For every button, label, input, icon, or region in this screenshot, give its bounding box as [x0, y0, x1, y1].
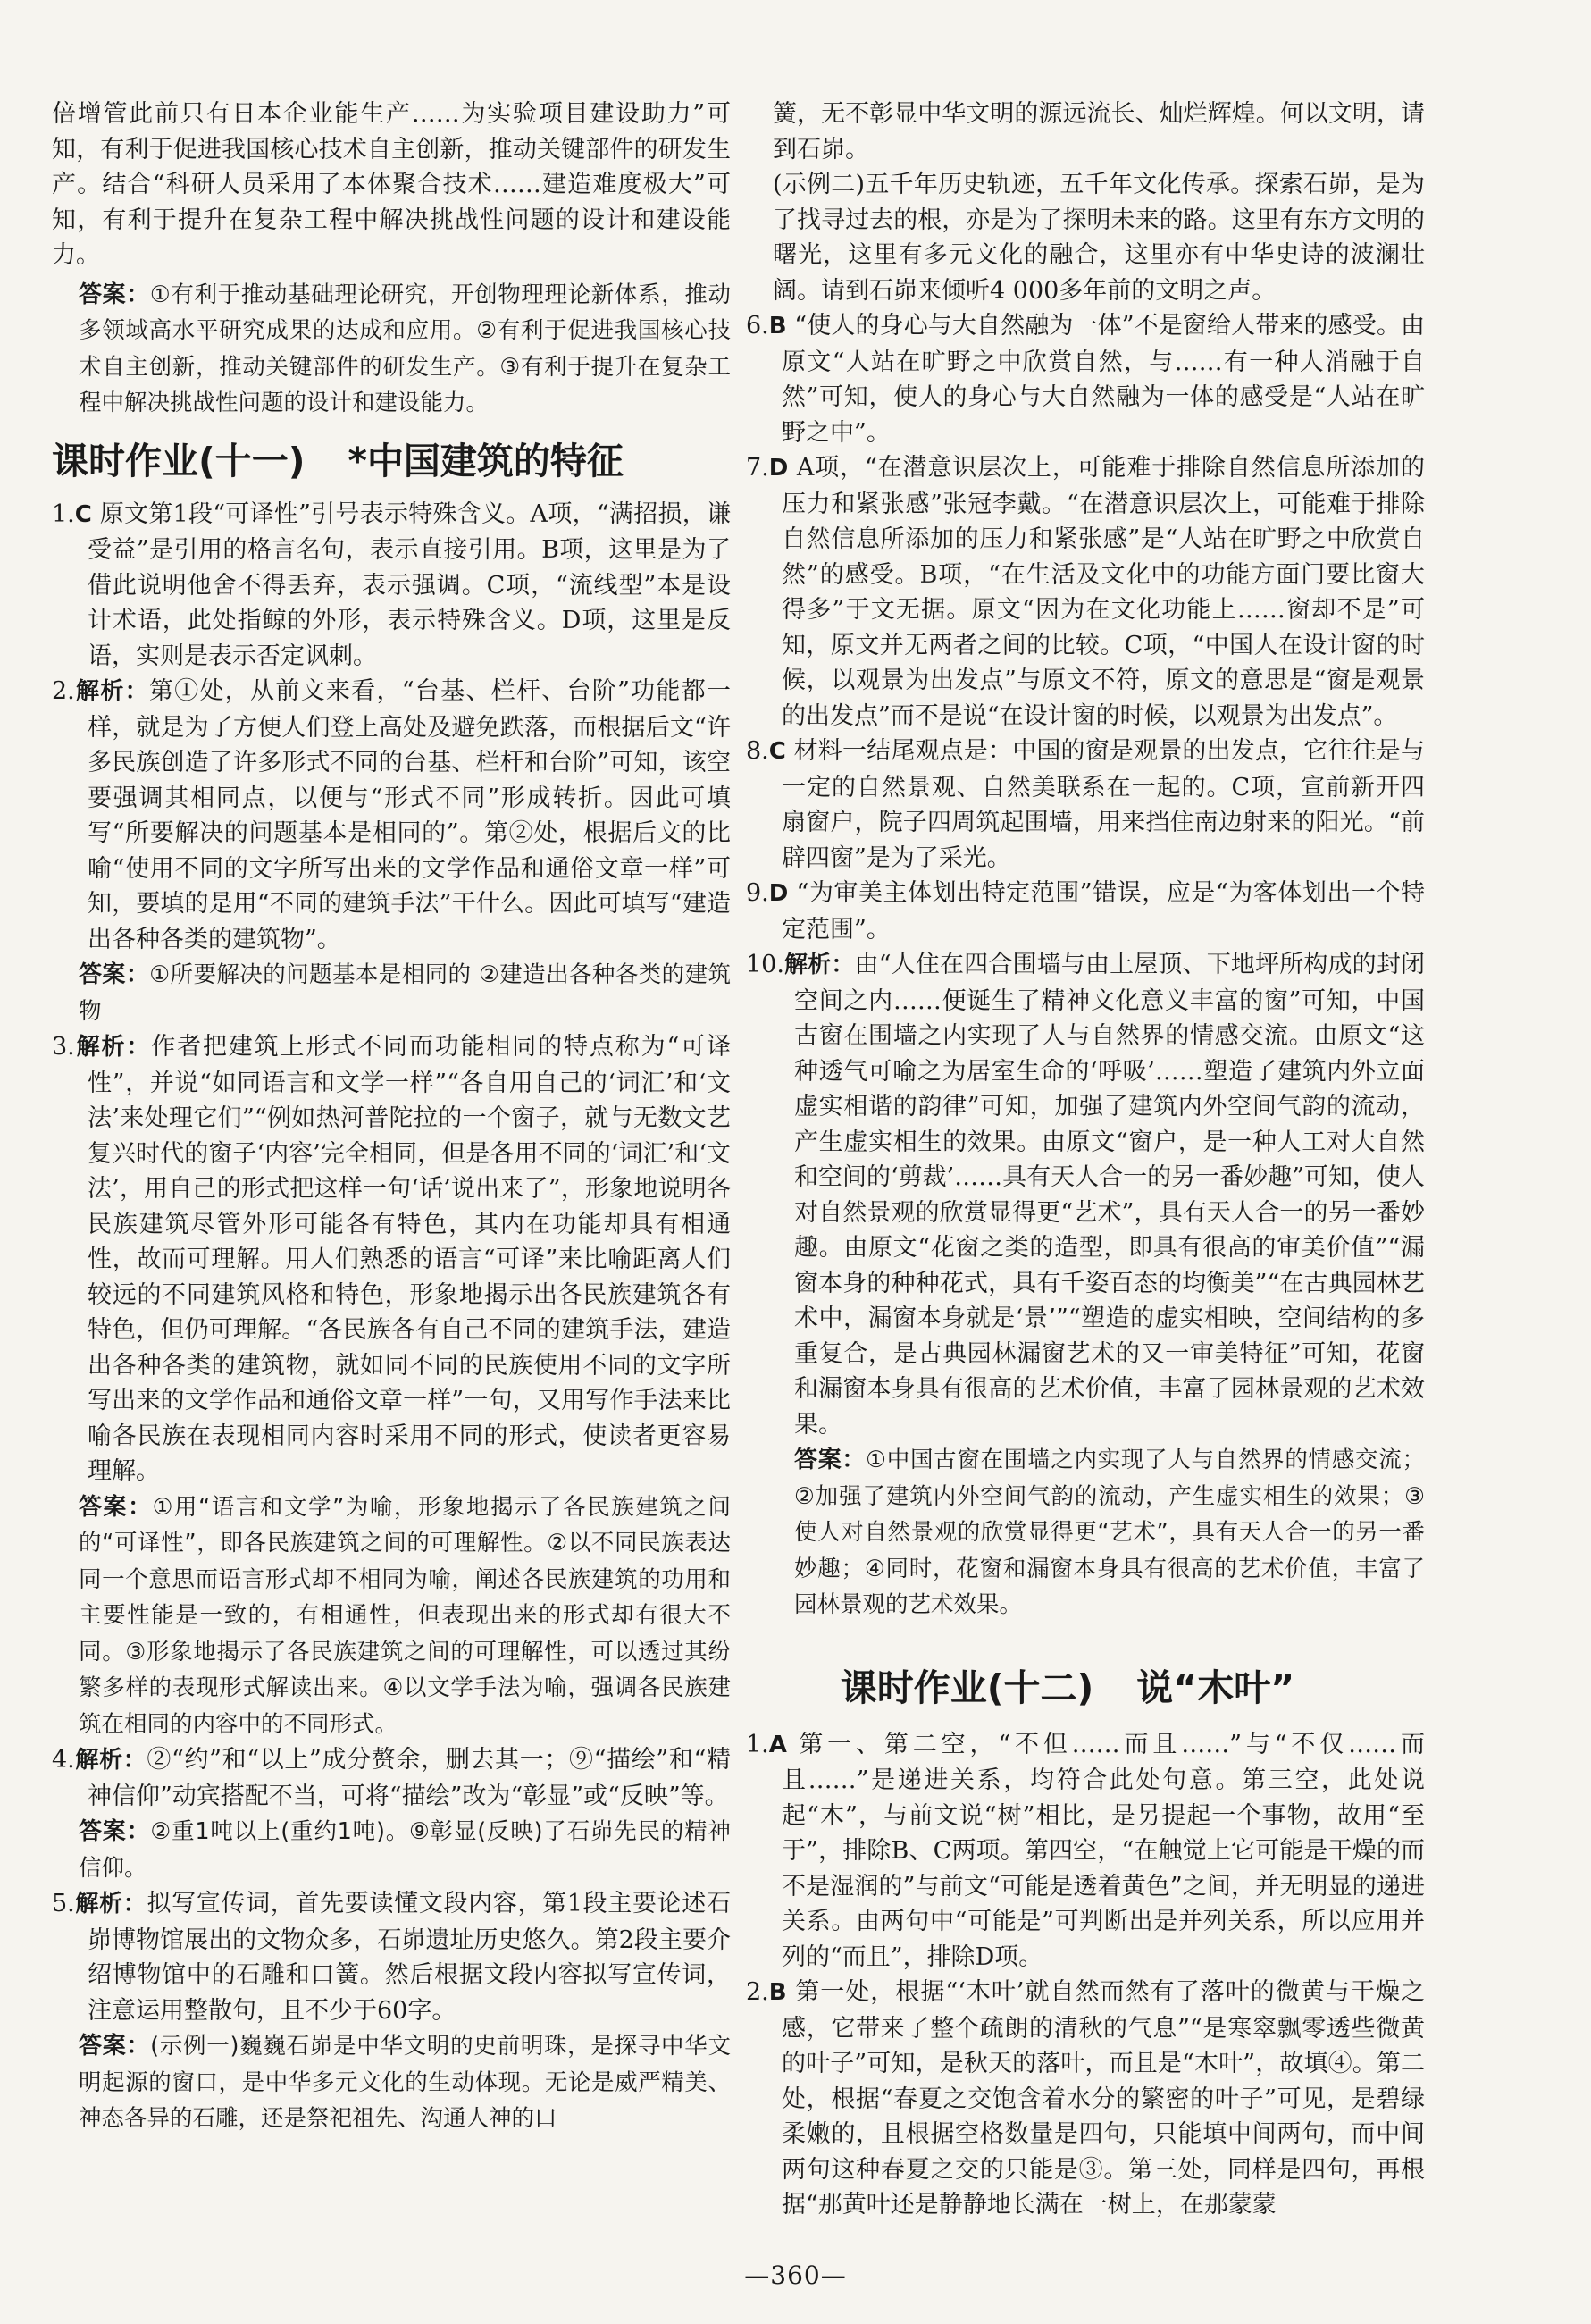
answer-block: 答案：②重1吨以上(重约1吨)。⑨彰显(反映)了石峁先民的精神信仰。: [79, 1818, 731, 1882]
section-title-main: 课时作业(十一): [52, 439, 306, 482]
question-item: 7.D A项，“在潜意识层次上，可能难于排除自然信息所添加的压力和紧张感”张冠李戴。“在潜意识层次上，可能难于排除自然信息所添加的压力和紧张感”是“人站在旷野之中欣赏自然”的感受。B项，“在生活及文化中的功能方面门要比窗大得多”于文无据。原文“因为在文化功能上……窗却不是”可知，原文并无两者之间的比较。C项，“中国人在设计窗的时候，以观景为出发点”与原文不符，原文的意思是“窗是观景的出发点”而不是说“在设计窗的时候，以观景为出发点”。: [746, 454, 1425, 730]
section-title-sub: *中国建筑的特征: [348, 439, 624, 482]
question-item: 5.解析：拟写宣传词，首先要读懂文段内容，第1段主要论述石峁博物馆展出的文物众多，石峁遗址历史悠久。第2段主要介绍博物馆中的石雕和口簧。然后根据文段内容拟写宣传词，注意运用整散句，且不少于60字。: [52, 1890, 731, 2025]
question-item: 9.D “为审美主体划出特定范围”错误，应是“为客体划出一个特定范围”。: [746, 879, 1425, 944]
question-item: 10.解析：由“人住在四合围墙与由上屋顶、下地坪所构成的封闭空间之内……便诞生了精神文化意义丰富的窗”可知，中国古窗在围墙之内实现了人与自然界的情感交流。由原文“这种透气可喻之为居室生命的‘呼吸’……塑造了建筑内外立面虚实相谐的韵律”可知，加强了建筑内外空间气韵的流动，产生虚实相生的效果。由原文“窗户，是一种人工对大自然和空间的‘剪裁’……具有天人合一的另一番妙趣”可知，使人对自然景观的欣赏显得更“艺术”，具有天人合一的另一番妙趣。由原文“花窗之类的造型，即具有很高的审美价值”“漏窗本身的种种花式，具有千姿百态的均衡美”“在古典园林艺术中，漏窗本身就是‘景’”“塑造的虚实相映，空间结构的多重复合，是古典园林漏窗艺术的又一审美特征”可知，花窗和漏窗本身具有很高的艺术价值，丰富了园林景观的艺术效果。: [746, 951, 1425, 1439]
question-item: 8.C 材料一结尾观点是：中国的窗是观景的出发点，它往往是与一定的自然景观、自然美联系在一起的。C项，宣前新开四扇窗户，院子四周筑起围墙，用来挡住南边射来的阳光。“前辟四窗”是为了采光。: [746, 737, 1425, 872]
answer-text: ①有利于推动基础理论研究，开创物理理论新体系，推动多领域高水平研究成果的达成和应用。②有利于促进我国核心技术自主创新，推动关键部件的研发生产。③有利于提升在复杂工程中解决挑战性问题的设计和建设能力。: [79, 281, 731, 416]
example-two: (示例二)五千年历史轨迹，五千年文化传承。探索石峁，是为了找寻过去的根，亦是为了探明未来的路。这里有东方文明的曙光，这里有多元文化的融合，这里亦有中华史诗的波澜壮阔。请到石峁来倾听4 000多年前的文明之声。: [773, 171, 1425, 305]
section-title-sub: 说“木叶”: [1136, 1665, 1295, 1709]
continuation-text: 簧，无不彰显中华文明的源远流长、灿烂辉煌。何以文明，请到石峁。: [773, 100, 1425, 164]
left-column: [52, 96, 731, 2137]
answer-block: 答案：①中国古窗在围墙之内实现了人与自然界的情感交流；②加强了建筑内外空间气韵的流动，产生虚实相生的效果；③使人对自然景观的欣赏显得更“艺术”，具有天人合一的另一番妙趣；④同时，花窗和漏窗本身具有很高的艺术价值，丰富了园林景观的艺术效果。: [794, 1447, 1425, 1618]
answer-label: 答案：: [79, 281, 150, 308]
question-item: 4.解析：②“约”和“以上”成分赘余，删去其一；⑨“描绘”和“精神信仰”动宾搭配不当，可将“描绘”改为“彰显”或“反映”等。: [52, 1746, 731, 1810]
question-item: 2.解析：第①处，从前文来看，“台基、栏杆、台阶”功能都一样，就是为了方便人们登上高处及避免跌落，而根据后文“许多民族创造了许多形式不同的台基、栏杆和台阶”可知，该空要强调其相同点，以便与“形式不同”形成转折。因此可填写“所要解决的问题基本是相同的”。第②处，根据后文的比喻“使用不同的文字所写出来的文学作品和通俗文章一样”可知，要填的是用“不同的建筑手法”干什么。因此可填写“建造出各种各类的建筑物”。: [52, 677, 731, 953]
question-item: 1.C 原文第1段“可译性”引号表示特殊含义。A项，“满招损，谦受益”是引用的格言名句，表示直接引用。B项，这里是为了借此说明他舍不得丢弃，表示强调。C项，“流线型”本是设计术语，此处指鲸的外形，表示特殊含义。D项，这里是反语，实则是表示否定讽刺。: [52, 499, 731, 670]
page-number: —360—: [744, 2261, 847, 2290]
section-title-11: [52, 434, 731, 488]
section-title-12: [746, 1661, 1425, 1715]
section-title-main: 课时作业(十二): [840, 1665, 1094, 1709]
answer-block: 答案：①用“语言和文学”为喻，形象地揭示了各民族建筑之间的“可译性”，即各民族建筑之间的可理解性。②以不同民族表达同一个意思而语言形式却不相同为喻，阐述各民族建筑的功用和主要性能是一致的，有相通性，但表现出来的形式却有很大不同。③形象地揭示了各民族建筑之间的可理解性，可以透过其纷繁多样的表现形式解读出来。④以文学手法为喻，强调各民族建筑在相同的内容中的不同形式。: [79, 1493, 731, 1738]
question-item: 2.B 第一处，根据“‘木叶’就自然而然有了落叶的微黄与干燥之感，它带来了整个疏朗的清秋的气息”“是寒窣飘零透些微黄的叶子”可知，是秋天的落叶，而且是“木叶”，故填④。第二处，根据“春夏之交饱含着水分的繁密的叶子”可见，是碧绿柔嫩的，且根据空格数量是四句，只能填中间两句，而中间两句这种春夏之交的只能是③。第三处，同样是四句，再根据“那黄叶还是静静地长满在一树上，在那蒙蒙: [746, 1978, 1425, 2219]
question-item: 1.A 第一、第二空，“不但……而且……”与“不仅……而且……”是递进关系，均符合此处句意。第三空，此处说起“木”，与前文说“树”相比，是另提起一个事物，故用“至于”，排除B、C两项。第四空，“在触觉上它可能是干燥的而不是湿润的”与前文“可能是透着黄色”之间，并无明显的递进关系。由两句中“可能是”可判断出是并列关系，所以应用并列的“而且”，排除D项。: [746, 1730, 1425, 1971]
question-item: 3.解析：作者把建筑上形式不同而功能相同的特点称为“可译性”，并说“如同语言和文学一样”“各自用自己的‘词汇’和‘文法’来处理它们”“例如热河普陀拉的一个窗子，就与无数文艺复兴时代的窗子‘内容’完全相同，但是各用不同的‘词汇’和‘文法’，用自己的形式把这样一句‘话’说出来了”，形象地说明各民族建筑尽管外形可能各有特色，其内在功能却具有相通性，故而可理解。用人们熟悉的语言“可译”来比喻距离人们较远的不同建筑风格和特色，形象地揭示出各民族建筑各有特色，但仍可理解。“各民族各有自己不同的建筑手法，建造出各种各类的建筑物，就如同不同的民族使用不同的文字所写出来的文学作品和通俗文章一样”一句，又用写作手法来比喻各民族在表现相同内容时采用不同的形式，使读者更容易理解。: [52, 1033, 731, 1485]
answer-block: 答案：(示例一)巍巍石峁是中华文明的史前明珠，是探寻中华文明起源的窗口，是中华多元文化的生动体现。无论是威严精美、神态各异的石雕，还是祭祀祖先、沟通人神的口: [79, 2033, 731, 2132]
answer-block: 答案：①所要解决的问题基本是相同的 ②建造出各种各类的建筑物: [79, 961, 731, 1025]
intro-answer: [52, 277, 731, 422]
question-item: 6.B “使人的身心与大自然融为一体”不是窗给人带来的感受。由原文“人站在旷野之中欣赏自然，与……有一种人消融于自然”可知，使人的身心与大自然融为一体的感受是“人站在旷野之中”。: [746, 312, 1425, 447]
right-column: [746, 96, 1425, 2223]
intro-paragraph: 倍增管此前只有日本企业能生产……为实验项目建设助力”可知，有利于促进我国核心技术自主创新，推动关键部件的研发生产。结合“科研人员采用了本体聚合技术……建造难度极大”可知，有利于提升在复杂工程中解决挑战性问题的设计和建设能力。: [52, 100, 731, 269]
